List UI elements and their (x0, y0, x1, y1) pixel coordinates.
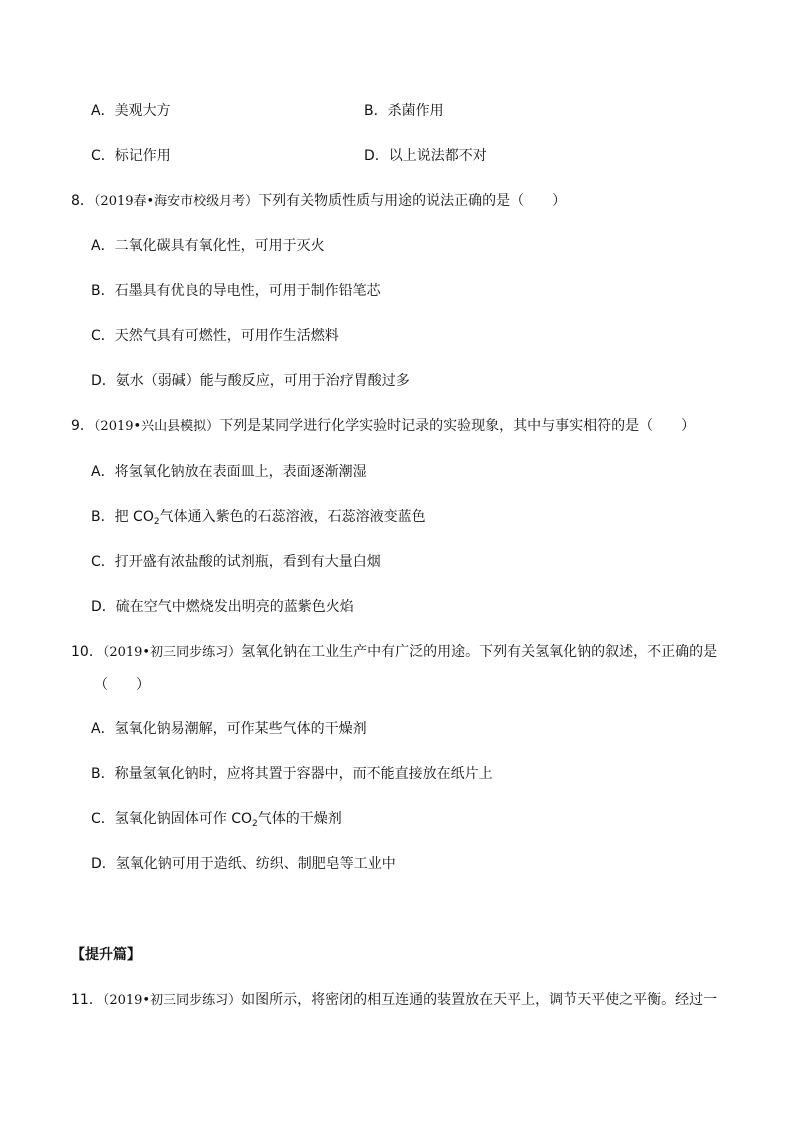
question-source: （2019春•海安市校级月考） (93, 194, 259, 209)
q8-option-c: C．天然气具有可燃性，可用作生活燃料 (91, 328, 339, 344)
question-9-stem (71, 416, 695, 437)
q8-option-d: D．氨水（弱碱）能与酸反应，可用于治疗胃酸过多 (91, 373, 410, 389)
q7-option-c: C．标记作用 (91, 148, 171, 164)
question-number: 11． (71, 992, 103, 1008)
q8-option-a: A．二氧化碳具有氧化性，可用于灭火 (91, 238, 325, 254)
q10-option-a: A．氢氧化钠易潮解，可作某些气体的干燥剂 (91, 721, 367, 737)
question-10-stem (71, 642, 717, 663)
section-title: 【提升篇】 (71, 947, 141, 963)
question-11-stem (71, 990, 717, 1011)
q9-option-d: D．硫在空气中燃烧发出明亮的蓝紫色火焰 (91, 599, 354, 615)
q7-option-a: A．美观大方 (91, 103, 171, 119)
question-number: 8． (71, 193, 94, 209)
question-number: 9． (71, 418, 94, 434)
q9-option-c: C．打开盛有浓盐酸的试剂瓶，看到有大量白烟 (91, 554, 381, 570)
answer-bracket: （ ） (94, 677, 150, 693)
question-text: 如图所示，将密闭的相互连通的装置放在天平上，调节天平使之平衡。经过一 (241, 992, 718, 1008)
q10-option-b: B．称量氢氧化钠时，应将其置于容器中，而不能直接放在纸片上 (91, 766, 493, 782)
subscript: 2 (252, 819, 258, 829)
q9-option-b: B．把 $CO_2$气体通入紫色的石蕊溶液，石蕊溶液变蓝色 (91, 509, 426, 527)
question-source: （2019•初三同步练习） (102, 993, 242, 1008)
question-8-stem (71, 191, 566, 212)
q7-option-d: D．以上说法都不对 (364, 148, 487, 164)
q9-option-a: A．将氢氧化钠放在表面皿上，表面逐渐潮湿 (91, 464, 367, 480)
subscript: 2 (153, 517, 160, 527)
q10-option-c: C．氢氧化钠固体可作 $CO_2$气体的干燥剂 (91, 811, 342, 829)
q10-option-d: D．氢氧化钠可用于造纸、纺织、制肥皂等工业中 (91, 856, 396, 872)
question-source: （2019•兴山县模拟） (93, 419, 220, 434)
question-number: 10． (71, 644, 103, 660)
question-source: （2019•初三同步练习） (102, 645, 242, 660)
question-text: 下列是某同学进行化学实验时记录的实验现象，其中与事实相符的是（ ） (219, 418, 696, 434)
question-text: 下列有关物质性质与用途的说法正确的是（ ） (258, 193, 567, 209)
question-text: 氢氧化钠在工业生产中有广泛的用途。下列有关氢氧化钠的叙述，不正确的是 (241, 644, 718, 660)
q8-option-b: B．石墨具有优良的导电性，可用于制作铅笔芯 (91, 283, 381, 299)
q7-option-b: B．杀菌作用 (364, 103, 444, 119)
